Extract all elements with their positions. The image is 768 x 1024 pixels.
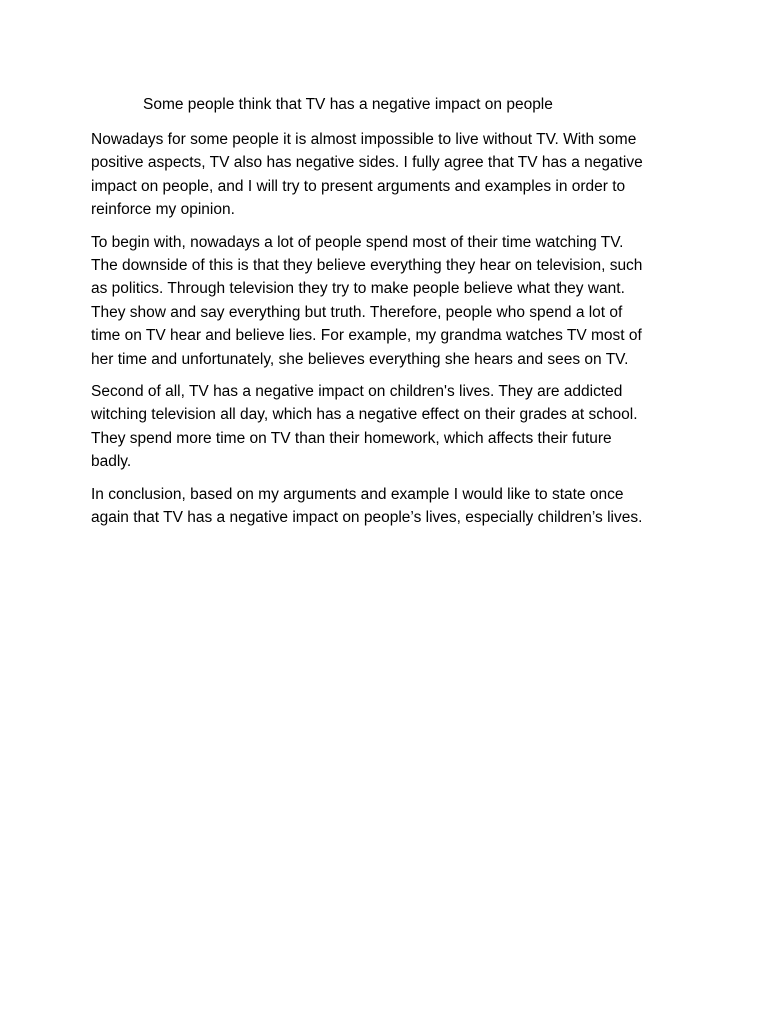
text-line: In conclusion, based on my arguments and example I would like to state once bbox=[91, 485, 624, 503]
text-line: Nowadays for some people it is almost impossible to live without TV. With some bbox=[91, 131, 637, 148]
text-line: Second of all, TV has a negative impact on children's lives. They are addicted bbox=[91, 383, 623, 401]
text-line: The downside of this is that they believe everything they hear on television, such bbox=[91, 257, 643, 275]
text-line: impact on people, and I will try to present arguments and examples in order to bbox=[91, 177, 626, 195]
text-line: time on TV hear and believe lies. For example, my grandma watches TV most of bbox=[91, 327, 642, 345]
text-line: again that TV has a negative impact on people’s lives, especially children’s lives. bbox=[91, 509, 643, 527]
text-line: To begin with, nowadays a lot of people spend most of their time watching TV. bbox=[91, 233, 624, 251]
text-line: reinforce my opinion. bbox=[91, 201, 235, 219]
text-line: They spend more time on TV than their homework, which affects their future bbox=[91, 429, 612, 447]
text-line: positive aspects, TV also has negative sides. I fully agree that TV has a negative bbox=[91, 154, 643, 172]
document-title: Some people think that TV has a negative impact on people bbox=[143, 96, 553, 113]
paragraph-conclusion bbox=[91, 483, 691, 530]
paragraph-first-argument bbox=[91, 231, 691, 371]
text-line: They show and say everything but truth. Therefore, people who spend a lot of bbox=[91, 303, 623, 321]
text-line: as politics. Through television they try to make people believe what they want. bbox=[91, 280, 625, 298]
document-body bbox=[91, 128, 691, 539]
paragraph-introduction bbox=[91, 128, 691, 222]
paragraph-second-argument bbox=[91, 380, 691, 474]
text-line: badly. bbox=[91, 453, 132, 471]
text-line: her time and unfortunately, she believes everything she hears and sees on TV. bbox=[91, 350, 629, 368]
text-line: witching television all day, which has a negative effect on their grades at school. bbox=[91, 406, 638, 424]
